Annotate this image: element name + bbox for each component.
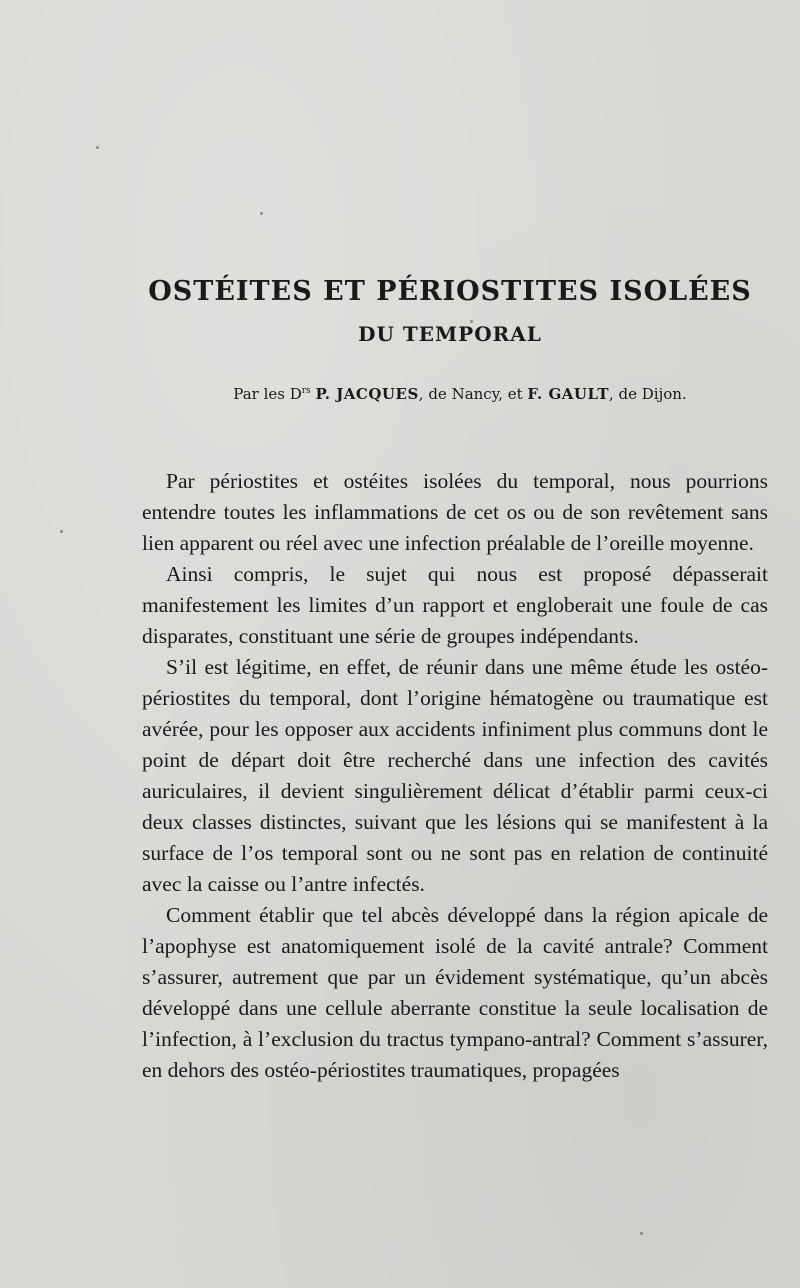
article-body: [142, 466, 768, 1086]
paragraph: Ainsi compris, le sujet qui nous est proposé dépasserait manifestement les limites d’un rapport et engloberait une foule de cas disparates, constituant une série de groupes indépendants.: [142, 562, 768, 648]
article-subtitle: DU TEMPORAL: [358, 322, 542, 346]
byline-prefix-sup: rs: [301, 386, 311, 396]
paper-speck: [260, 212, 263, 215]
author-1-name: P. JACQUES: [315, 385, 419, 403]
paper-speck: [60, 530, 63, 533]
article-title: OSTÉITES ET PÉRIOSTITES ISOLÉES: [148, 276, 752, 307]
article-byline: [150, 385, 770, 403]
author-2-place: , de Dijon.: [609, 385, 687, 403]
paragraph: S’il est légitime, en effet, de réunir dans une même étude les ostéo-périostites du temporal, dont l’origine hématogène ou traumatique est avérée, pour les opposer aux accidents infiniment plus communs dont le point de départ doit être recherché dans une infection des cavités auriculaires, il devient singulièrement délicat d’établir parmi ceux-ci deux classes distinctes, suivant que les lésions qui se manifestent à la surface de l’os temporal sont ou ne sont pas en relation de continuité avec la caisse ou l’antre infectés.: [142, 655, 768, 896]
paragraph: Comment établir que tel abcès développé dans la région apicale de l’apophyse est anatomiquement isolé de la cavité antrale? Comment s’assurer, autrement que par un évidement systématique, qu’un abcès développé dans une cellule aberrante constitue la seule localisation de l’infection, à l’exclusion du tractus tympano-antral? Comment s’assurer, en dehors des ostéo-périostites traumatiques, propagées: [142, 903, 768, 1082]
byline-prefix: Par les D: [233, 385, 302, 403]
paper-speck: [96, 146, 99, 149]
author-2-name: F. GAULT: [527, 385, 609, 403]
paragraph: Par périostites et ostéites isolées du temporal, nous pourrions entendre toutes les inflammations de cet os ou de son revêtement sans lien apparent ou réel avec une infection préalable de l’oreille moyenne.: [142, 469, 768, 555]
author-1-place: , de Nancy, et: [418, 385, 528, 403]
paper-speck: [640, 1232, 643, 1235]
